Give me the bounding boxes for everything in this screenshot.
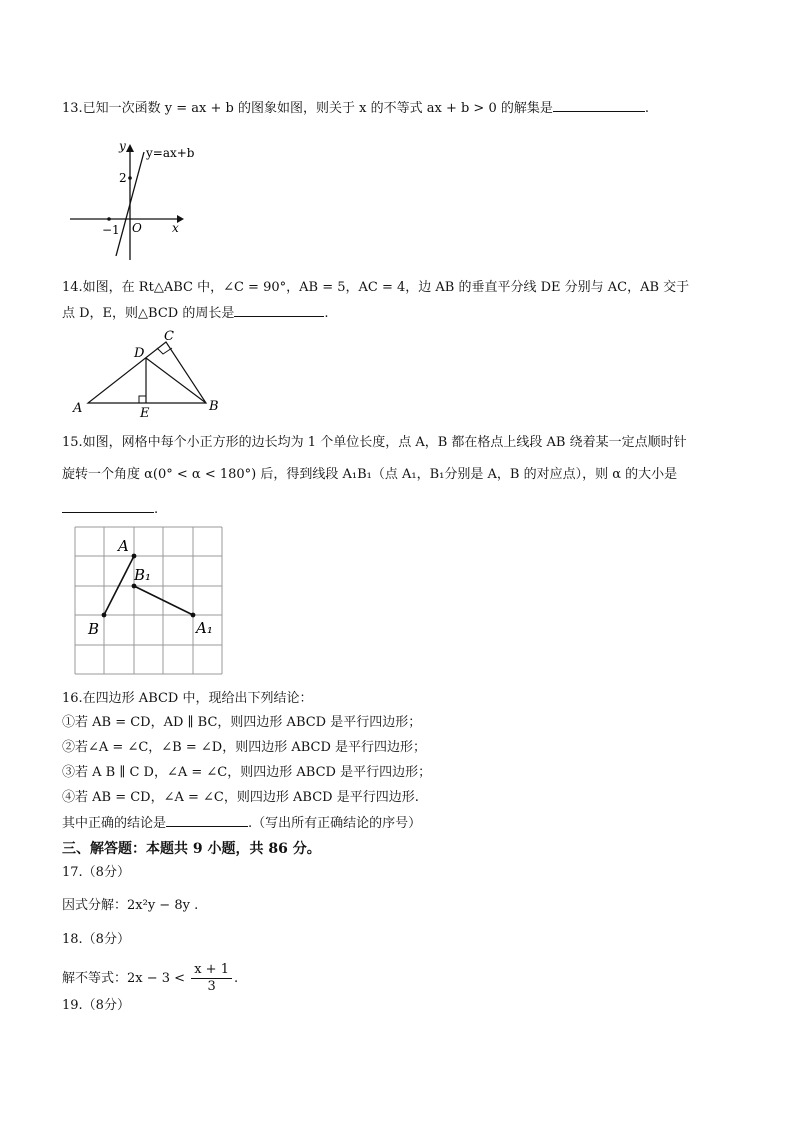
q18-label: 18.（8分） [62, 932, 130, 947]
q15-line2: 旋转一个角度 α(0° < α < 180°) 后，得到线段 A₁B₁（点 A₁，B₁分别是 A，B 的对应点），则 α 的大小是 [62, 467, 678, 482]
q14-answer-blank[interactable] [234, 304, 324, 317]
q14-line2: 点 D，E，则△BCD 的周长是 . [62, 306, 329, 321]
q13-x-axis-label: x [172, 221, 179, 235]
q16-answer-line: 其中正确的结论是 .（写出所有正确结论的序号） [62, 816, 422, 831]
q14-label-B: B [209, 399, 219, 414]
q15-label-B1: B₁ [134, 566, 152, 584]
q16-item-1: ①若 AB = CD，AD ∥ BC，则四边形 ABCD 是平行四边形； [62, 715, 422, 730]
q14-label-A: A [73, 401, 83, 416]
q19-label: 19.（8分） [62, 998, 130, 1013]
q14-label-D: D [134, 346, 145, 361]
q14-triangle [68, 328, 228, 420]
q15-label-A1: A₁ [196, 619, 213, 637]
q14-label-C: C [164, 329, 174, 344]
q14-line1: 14.如图，在 Rt△ABC 中，∠C = 90°，AB = 5，AC = 4，边 AB 的垂直平分线 DE 分别与 AC，AB 交于 [62, 280, 690, 295]
q16-item-4: ④若 AB = CD，∠A = ∠C，则四边形 ABCD 是平行四边形. [62, 790, 419, 805]
q15-label-A: A [118, 537, 129, 555]
q13-y-intercept-label: 2 [119, 171, 127, 185]
q16-item-2: ②若∠A = ∠C，∠B = ∠D，则四边形 ABCD 是平行四边形； [62, 740, 427, 755]
q16-item-3: ③若 A B ∥ C D，∠A = ∠C，则四边形 ABCD 是平行四边形； [62, 765, 432, 780]
q13-line-label: y=ax+b [146, 146, 195, 160]
q17-label: 17.（8分） [62, 865, 130, 880]
q17-prompt: 因式分解：2x²y − 8y . [62, 898, 199, 913]
q13-origin-label: O [132, 221, 142, 235]
q13-graph [62, 138, 202, 264]
q14-label-E: E [140, 406, 150, 420]
q18-prompt: 解不等式：2x − 3 < $\frac{x + 1}{3}$ . [62, 962, 239, 994]
q13-text: 13.已知一次函数 y = ax + b 的图象如图，则关于 x 的不等式 ax + b > 0 的解集是 . [62, 101, 649, 116]
q15-grid [74, 526, 226, 678]
section-heading: 三、解答题：本题共 9 小题，共 86 分。 [62, 841, 321, 857]
q15-line3: . [62, 500, 158, 519]
q13-x-intercept-label: −1 [102, 223, 120, 237]
q15-label-B: B [88, 620, 100, 638]
q15-answer-blank[interactable] [62, 500, 154, 513]
q13-answer-blank[interactable] [553, 99, 645, 112]
q16-intro: 16.在四边形 ABCD 中，现给出下列结论： [62, 691, 313, 706]
q13-y-axis-label: y [119, 139, 126, 153]
q18-fraction: $\frac{x + 1}{3}$ [191, 962, 232, 995]
q15-line1: 15.如图，网格中每个小正方形的边长均为 1 个单位长度，点 A，B 都在格点上线段 AB 绕着某一定点顺时针 [62, 435, 687, 450]
q16-answer-blank[interactable] [166, 814, 248, 827]
